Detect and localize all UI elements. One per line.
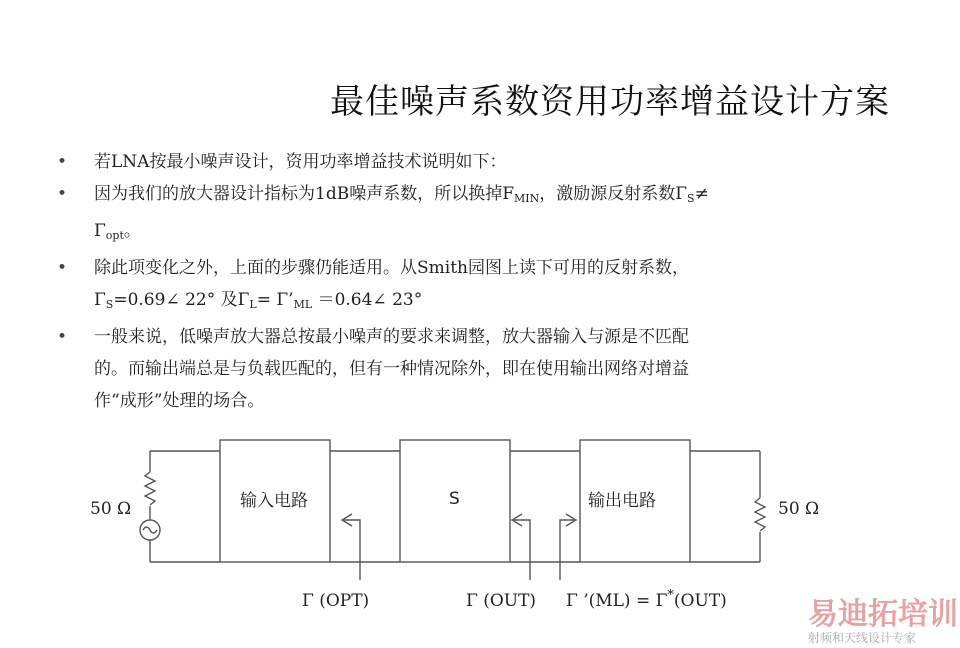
bullet-item — [56, 178, 916, 252]
gamma-opt-label: Γ (OPT) — [302, 591, 370, 611]
bullet-dot: • — [56, 152, 68, 172]
input-circuit-label: 输入电路 — [240, 491, 308, 511]
gamma-out-label: Γ (OUT) — [466, 591, 537, 611]
bullet-text-segment: =0.69∠ 22° 及Γ — [113, 290, 250, 310]
circuit-diagram — [0, 420, 960, 648]
bullet-text-segment: MIN — [514, 192, 540, 205]
bullet-text-segment: S — [105, 298, 114, 311]
bullet-text-segment: S — [687, 192, 695, 205]
bullet-dot: • — [56, 184, 68, 204]
bullet-text-segment: ＝0.64∠ 23° — [312, 290, 423, 310]
source-resistance-label: 50 Ω — [90, 499, 132, 519]
bullet-text-segment: Γ — [94, 290, 106, 310]
bullet-text-segment: 作“成形”处理的场合。 — [94, 391, 265, 411]
page-title: 最佳噪声系数资用功率增益设计方案 — [330, 82, 890, 122]
bullet-line — [94, 252, 916, 284]
bullet-list — [56, 146, 916, 417]
bullet-text-segment: Γ — [94, 221, 106, 241]
bullet-item — [56, 321, 916, 417]
bullet-line — [94, 321, 916, 353]
bullet-text-segment: opt — [105, 229, 124, 242]
bullet-line — [94, 385, 916, 417]
bullet-line — [94, 353, 916, 385]
bullet-text-segment: 一般来说，低噪声放大器总按最小噪声的要求来调整，放大器输入与源是不匹配 — [94, 327, 689, 347]
gamma-out-arrow — [514, 520, 530, 580]
s-label: S — [449, 489, 460, 509]
source-resistor-icon — [145, 472, 155, 505]
gamma-opt-arrow — [344, 520, 360, 580]
bullet-text-segment: ≠ — [694, 184, 709, 204]
bullet-text-segment: ML — [293, 298, 313, 311]
watermark-tagline: 射频和天线设计专家 — [808, 631, 917, 645]
bullet-text-segment: 的。而输出端总是与负载匹配的，但有一种情况除外，即在使用输出网络对增益 — [94, 359, 689, 379]
bullet-line — [94, 284, 916, 321]
load-resistor-icon — [755, 498, 765, 531]
bullet-text-segment: 除此项变化之外，上面的步骤仍能适用。从Smith园图上读下可用的反射系数， — [94, 258, 689, 278]
bullet-text-segment: ，激励源反射系数Γ — [539, 184, 688, 204]
bullet-item — [56, 146, 916, 178]
bullet-text-segment: 因为我们的放大器设计指标为1dB噪声系数，所以换掉F — [94, 184, 514, 204]
bullet-dot: • — [56, 258, 68, 278]
gamma-ml-label: Γ ’(ML) = Γ*(OUT) — [566, 588, 727, 611]
watermark-brand: 易迪拓培训 — [808, 597, 958, 632]
bullet-text-segment: = Γ’ — [256, 290, 294, 310]
bullet-text-segment: 若LNA按最小噪声设计，资用功率增益技术说明如下： — [94, 152, 507, 172]
bullet-item — [56, 252, 916, 321]
load-resistance-label: 50 Ω — [778, 499, 820, 519]
gamma-ml-arrow — [560, 520, 574, 580]
bullet-line — [94, 178, 916, 215]
bullet-line — [94, 215, 916, 252]
output-circuit-label: 输出电路 — [588, 491, 656, 511]
bullet-dot: • — [56, 327, 68, 347]
bullet-text-segment: 。 — [123, 221, 141, 241]
ac-wave — [143, 527, 157, 533]
bullet-text-segment: L — [249, 298, 257, 311]
bullet-line — [94, 146, 916, 178]
